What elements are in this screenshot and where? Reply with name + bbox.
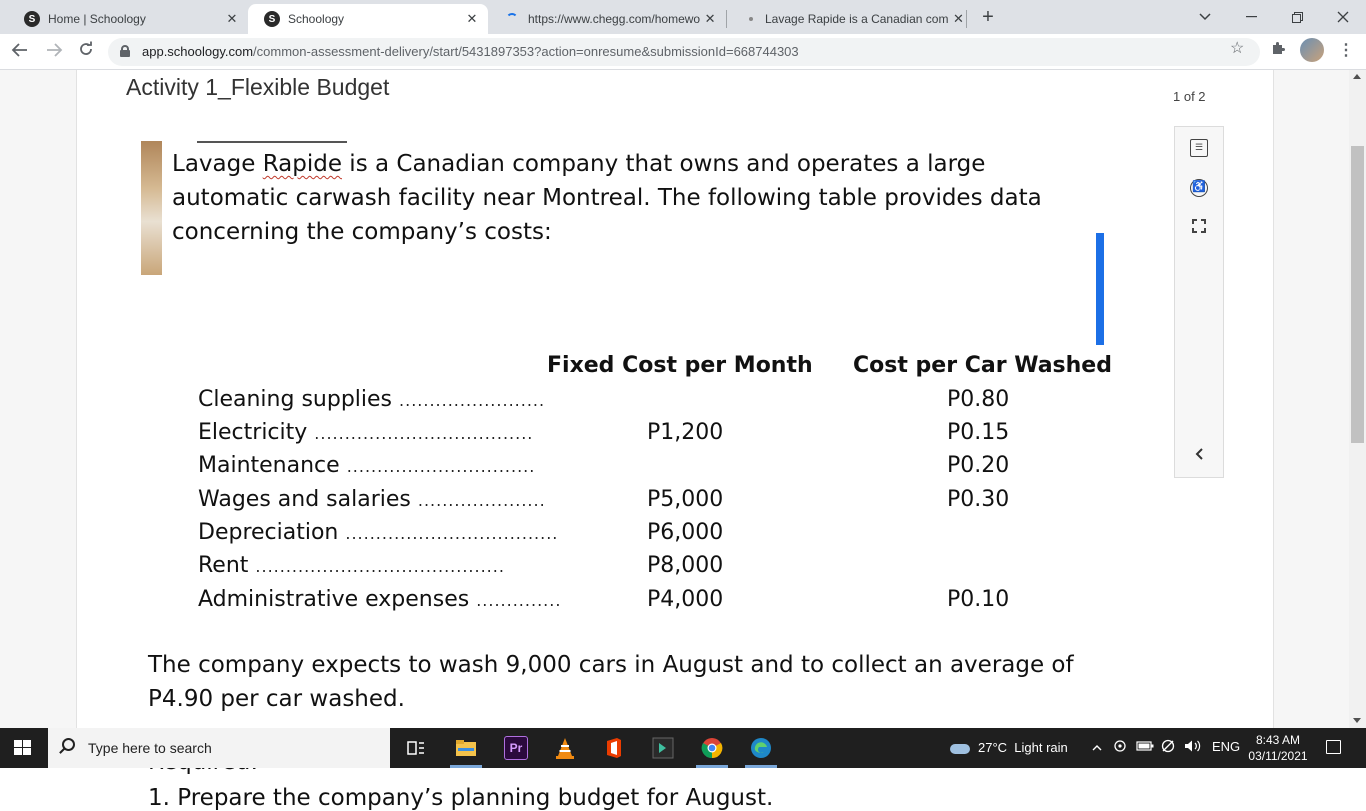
schoology-favicon-icon: S bbox=[264, 11, 280, 27]
notification-center-icon[interactable] bbox=[1326, 740, 1341, 754]
spellcheck-word: Rapide bbox=[262, 151, 342, 177]
loading-spinner-icon bbox=[506, 13, 518, 25]
terminal-app-icon[interactable] bbox=[651, 736, 675, 760]
question-list-icon[interactable]: ☰ bbox=[1190, 139, 1208, 157]
cost-label: Rent bbox=[198, 553, 249, 578]
fixed-cost: P6,000 bbox=[647, 520, 724, 545]
lock-icon[interactable] bbox=[120, 45, 130, 57]
fullscreen-icon[interactable] bbox=[1190, 219, 1208, 237]
variable-cost: P0.80 bbox=[947, 387, 1010, 412]
back-arrow-icon[interactable] bbox=[8, 40, 32, 64]
cost-label: Electricity bbox=[198, 420, 308, 445]
task-view-icon[interactable] bbox=[404, 736, 428, 760]
browser-toolbar bbox=[0, 34, 1366, 70]
minimize-window-icon[interactable] bbox=[1228, 0, 1274, 34]
question-expectation: The company expects to wash 9,000 cars in August and to collect an average of P4.90 per car washed. bbox=[148, 652, 1074, 712]
tab-chegg[interactable] bbox=[488, 4, 726, 34]
windows-start-icon[interactable] bbox=[14, 740, 32, 756]
fixed-cost: P8,000 bbox=[647, 553, 724, 578]
new-tab-button[interactable]: + bbox=[982, 6, 994, 28]
reload-icon[interactable] bbox=[74, 40, 98, 64]
windows-taskbar bbox=[0, 728, 1366, 768]
vlc-icon[interactable] bbox=[553, 736, 577, 760]
active-app-indicator bbox=[745, 765, 777, 768]
tab-lavage-rapide[interactable] bbox=[727, 4, 965, 34]
page-counter: 1 of 2 bbox=[1173, 89, 1206, 104]
file-explorer-icon[interactable] bbox=[454, 736, 478, 760]
premiere-pro-icon[interactable]: Pr bbox=[504, 736, 528, 760]
clock-date: 03/11/2021 bbox=[1248, 749, 1308, 763]
restore-window-icon[interactable] bbox=[1274, 0, 1320, 34]
column-header-variable: Cost per Car Washed bbox=[853, 353, 1112, 378]
fixed-cost: P4,000 bbox=[647, 587, 724, 612]
variable-cost: P0.15 bbox=[947, 420, 1010, 445]
edge-icon[interactable] bbox=[749, 736, 773, 760]
close-tab-icon[interactable]: ✕ bbox=[226, 11, 238, 26]
tray-overflow-chevron-icon[interactable] bbox=[1092, 739, 1102, 754]
browser-menu-icon[interactable]: ⋮ bbox=[1338, 42, 1354, 59]
rain-cloud-icon bbox=[950, 744, 970, 754]
question-image: Lavage Rapide is a Canadian company that owns and operates a large automatic carwash facility near Montreal. The following table provides data concerning the company’s costs: Fixed Cost per Month Cost per Car Washed Cleaning supplies ........................ P0.80 Electricity .................................... P1,200 P0.15 Maintenance ............................... P0.20 Wages and salaries ..................... P5,000 P0.30 Depreciation ................................... P6,000 Rent ......................................... P8,000 Administrative expenses .............. P4,000 P0.10 The company expects to wash 9,000 cars in August and to collect an average of P4.90 per car washed. 1. Prepare the company’s planning budget for August. bbox=[141, 141, 1111, 731]
weather-description: Light rain bbox=[1014, 740, 1068, 755]
browser-tab-strip bbox=[0, 0, 1366, 34]
requirement-item: 1. Prepare the company’s planning budget for August. bbox=[148, 785, 774, 811]
clock-time: 8:43 AM bbox=[1255, 733, 1301, 747]
scroll-up-arrow-icon[interactable] bbox=[1353, 74, 1361, 79]
weather-widget[interactable] bbox=[950, 740, 1068, 755]
address-bar[interactable] bbox=[108, 38, 1260, 66]
collapse-panel-chevron-icon[interactable] bbox=[1190, 447, 1208, 465]
battery-icon[interactable] bbox=[1136, 739, 1154, 754]
tab-title: Lavage Rapide is a Canadian com bbox=[765, 12, 949, 26]
variable-cost: P0.20 bbox=[947, 453, 1010, 478]
search-icon bbox=[62, 738, 75, 751]
weather-temperature: 27°C bbox=[978, 740, 1008, 755]
variable-cost: P0.10 bbox=[947, 587, 1010, 612]
taskbar-search-box[interactable] bbox=[48, 728, 390, 768]
url-text[interactable]: app.schoology.com/common-assessment-delivery/start/5431897353?action=onresume&submissionId=668744303 bbox=[142, 44, 799, 59]
bookmark-star-icon[interactable]: ☆ bbox=[1230, 40, 1245, 57]
variable-cost: P0.30 bbox=[947, 487, 1010, 512]
forward-arrow-icon[interactable] bbox=[42, 40, 66, 64]
meet-now-icon[interactable] bbox=[1114, 739, 1128, 756]
tab-title: https://www.chegg.com/homewo bbox=[528, 12, 701, 26]
cost-label: Depreciation bbox=[198, 520, 339, 545]
tab-search-chevron-icon[interactable] bbox=[1182, 0, 1228, 34]
office-icon[interactable] bbox=[602, 736, 626, 760]
page-favicon-icon bbox=[749, 17, 753, 21]
question-intro: Lavage Rapide is a Canadian company that owns and operates a large automatic carwash facility near Montreal. The following table provides data concerning the company’s costs: bbox=[172, 151, 1042, 245]
page-title: Activity 1_Flexible Budget bbox=[126, 74, 390, 100]
accessibility-icon[interactable]: ♿ bbox=[1190, 179, 1208, 197]
page-scrollbar[interactable] bbox=[1349, 70, 1366, 728]
scroll-down-arrow-icon[interactable] bbox=[1353, 718, 1361, 723]
volume-icon[interactable] bbox=[1184, 739, 1202, 756]
active-app-indicator bbox=[450, 765, 482, 768]
close-tab-icon[interactable]: ✕ bbox=[953, 11, 964, 26]
close-tab-icon[interactable]: ✕ bbox=[704, 11, 716, 26]
column-header-fixed: Fixed Cost per Month bbox=[547, 353, 813, 378]
fixed-cost: P5,000 bbox=[647, 487, 724, 512]
close-window-icon[interactable] bbox=[1320, 0, 1366, 34]
cost-label: Wages and salaries bbox=[198, 487, 411, 512]
decorative-rule bbox=[197, 141, 347, 143]
extensions-puzzle-icon[interactable] bbox=[1270, 40, 1286, 60]
search-placeholder: Type here to search bbox=[88, 740, 212, 756]
assessment-tool-panel bbox=[1174, 126, 1224, 478]
active-app-indicator bbox=[696, 765, 728, 768]
accent-bar bbox=[1096, 233, 1104, 345]
schoology-favicon-icon: S bbox=[24, 11, 40, 27]
profile-avatar[interactable] bbox=[1300, 38, 1324, 62]
cost-label: Administrative expenses bbox=[198, 587, 470, 612]
tab-title: Schoology bbox=[288, 12, 345, 26]
tab-separator bbox=[966, 10, 967, 28]
taskbar-clock[interactable] bbox=[1248, 732, 1308, 764]
tab-home-schoology[interactable] bbox=[8, 4, 248, 34]
input-language[interactable]: ENG bbox=[1212, 739, 1241, 754]
scrollbar-thumb[interactable] bbox=[1351, 146, 1364, 443]
network-disconnected-icon[interactable] bbox=[1160, 739, 1176, 756]
photo-strip bbox=[141, 141, 162, 275]
tab-title: Home | Schoology bbox=[48, 12, 146, 26]
chrome-icon[interactable] bbox=[700, 736, 724, 760]
cost-label: Cleaning supplies bbox=[198, 387, 393, 412]
fixed-cost: P1,200 bbox=[647, 420, 724, 445]
cost-label: Maintenance bbox=[198, 453, 340, 478]
close-tab-icon[interactable]: ✕ bbox=[466, 11, 478, 26]
tab-schoology[interactable] bbox=[248, 4, 488, 34]
